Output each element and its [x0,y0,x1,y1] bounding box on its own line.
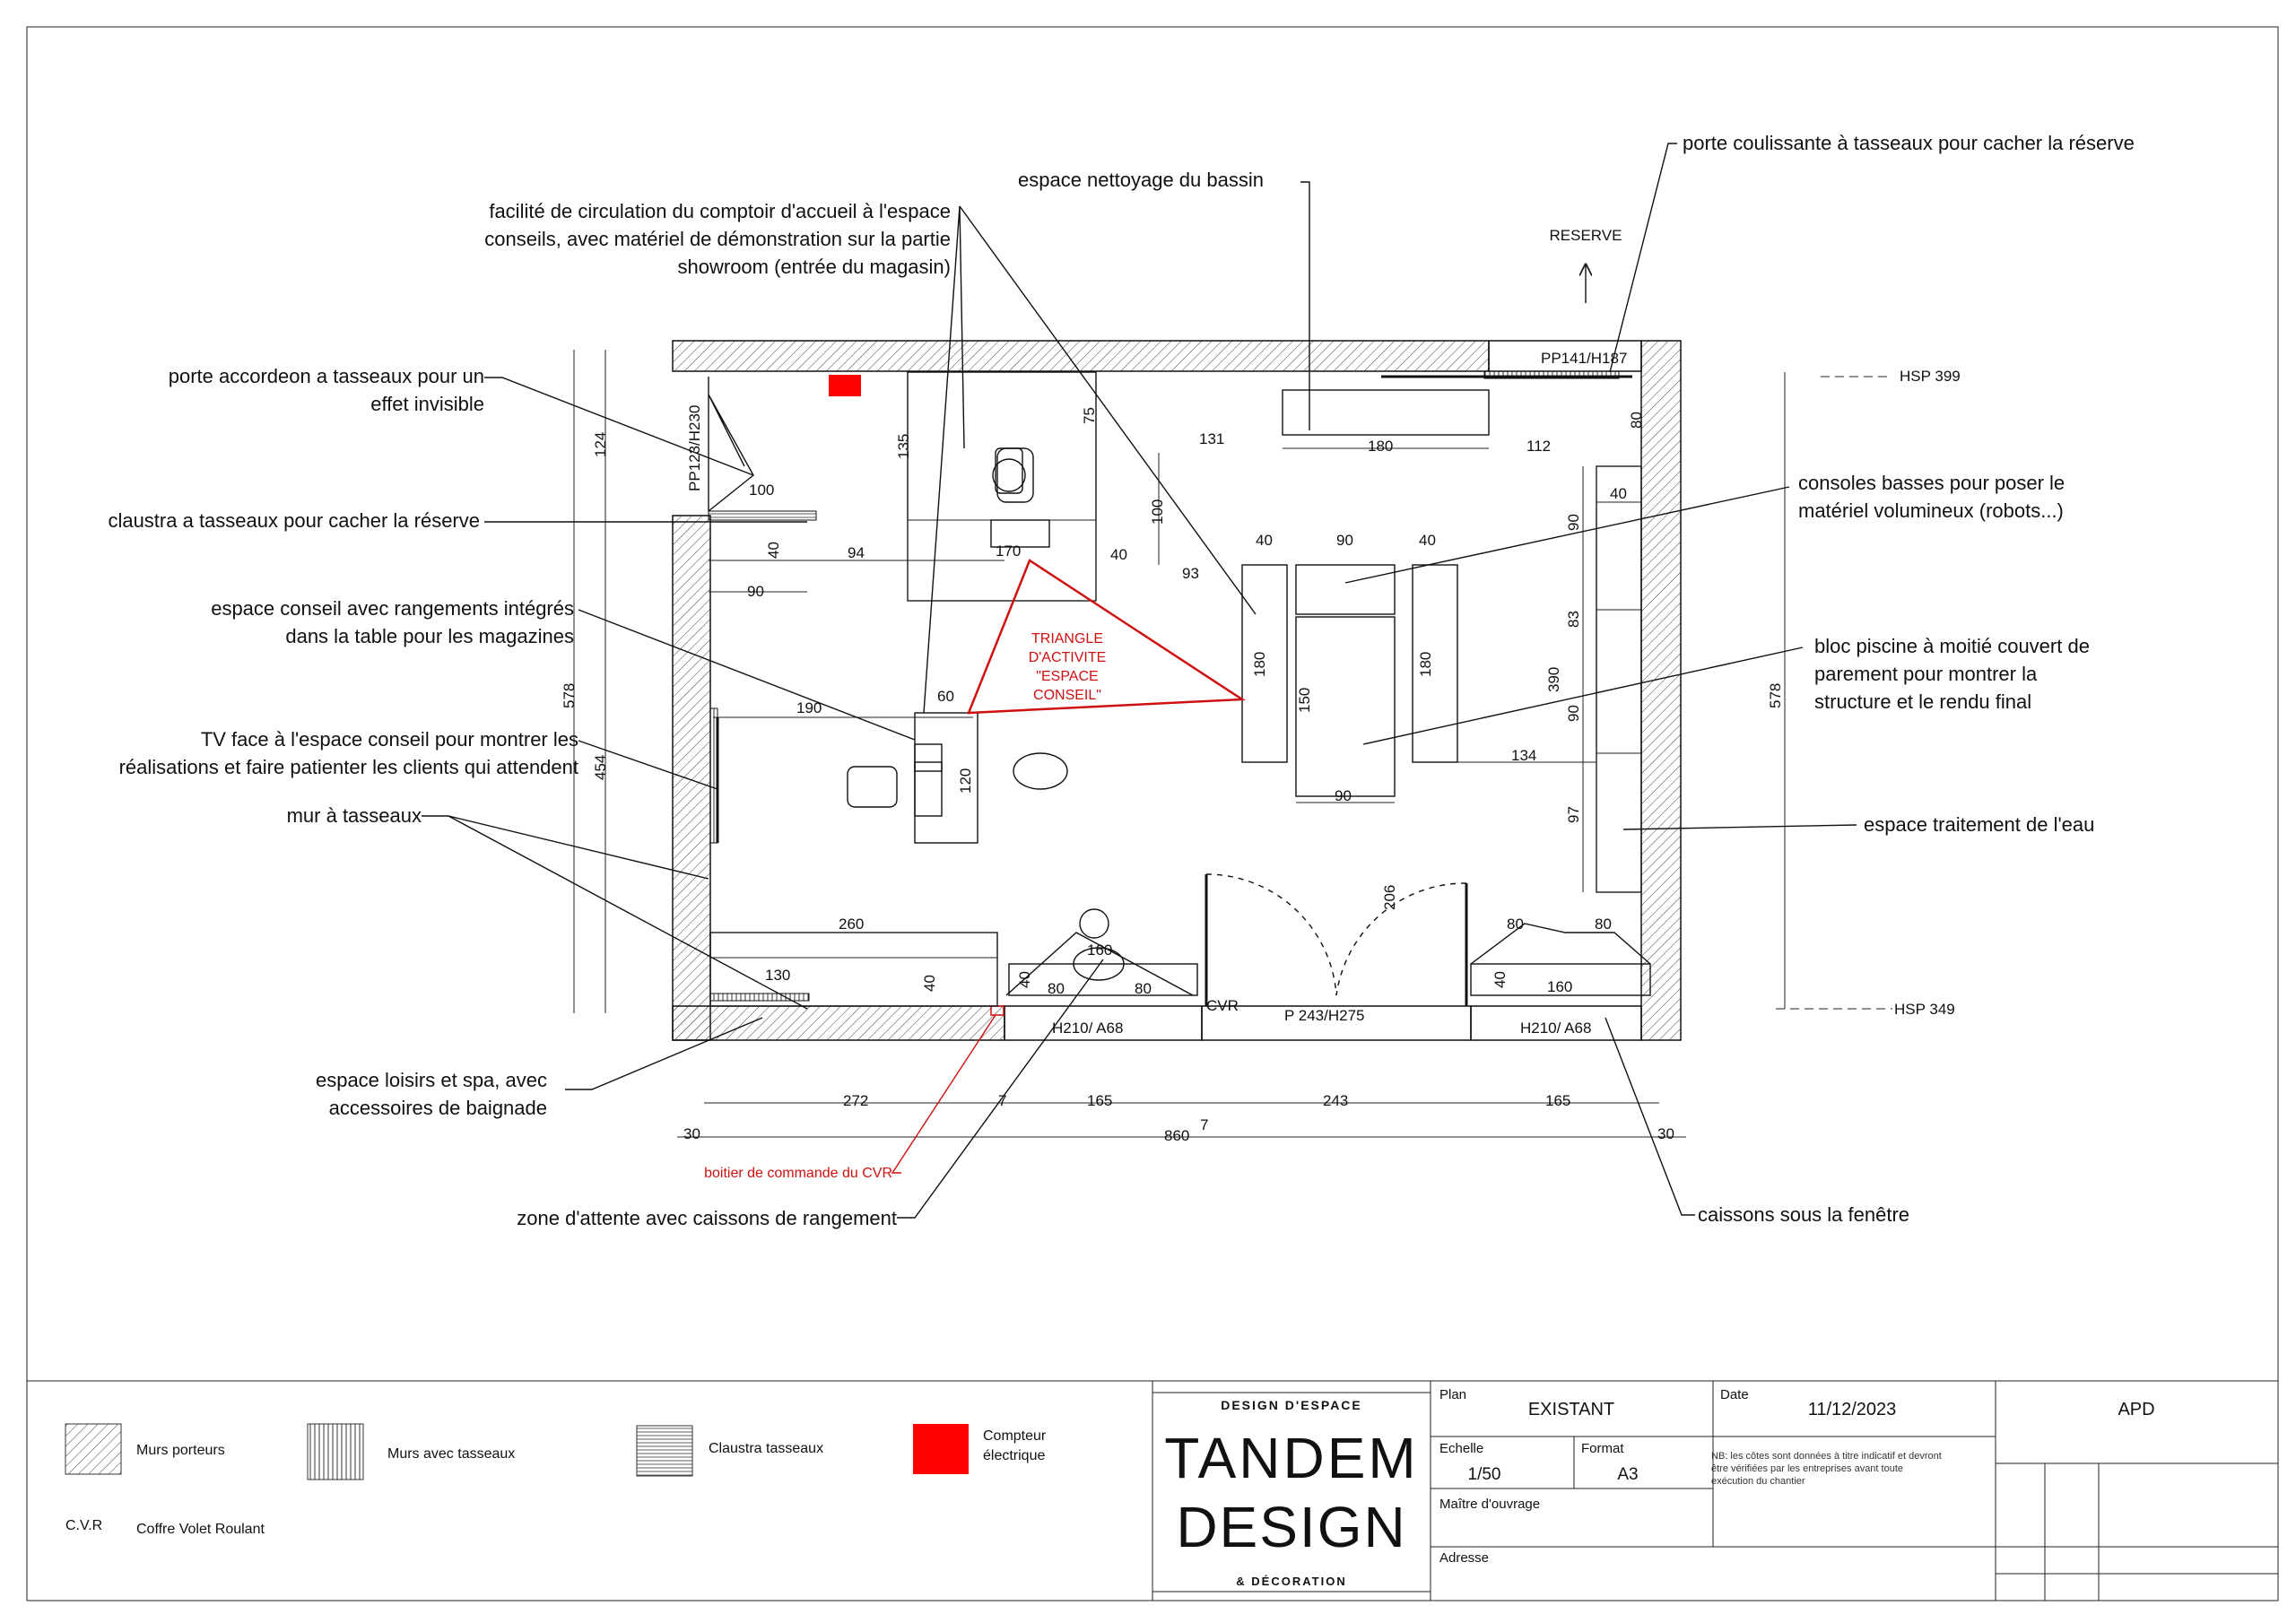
annotation-boitier-cvr: boitier de commande du CVR [704,1166,892,1181]
dim-80b: 80 [1048,980,1065,997]
dim-40g: 40 [1016,971,1033,988]
dim-75: 75 [1081,407,1098,424]
label-h210-right: H210/ A68 [1520,1020,1592,1037]
dim-60: 60 [937,688,954,705]
dim-80c: 80 [1135,980,1152,997]
furniture [709,372,1650,1006]
nb-line-3: exécution du chantier [1711,1476,1805,1487]
dim-40f: 40 [921,975,938,992]
echelle-label: Echelle [1439,1441,1484,1456]
dim-30b: 30 [1657,1125,1674,1142]
annotation-tv-2: réalisations et faire patienter les clients qui attendent [118,756,578,778]
dim-860: 860 [1164,1127,1190,1144]
legend-cvr-abbr: C.V.R [65,1518,103,1533]
legend-swatch-murs-porteurs [65,1424,121,1474]
triangle-label-4: CONSEIL" [1033,688,1101,703]
date-label: Date [1720,1387,1749,1402]
echelle-value: 1/50 [1467,1465,1501,1484]
dim-150: 150 [1296,687,1313,713]
annotation-facilite-3: showroom (entrée du magasin) [677,256,951,278]
compteur-electrique [829,375,861,396]
legend [65,1424,1047,1537]
dim-180a: 180 [1368,438,1394,455]
label-cvr: CVR [1206,997,1239,1014]
dim-165a: 165 [1087,1092,1113,1109]
nb-line-1: NB: les côtes sont données à titre indicatif et devront [1711,1451,1942,1462]
right-wall [1641,341,1681,1040]
dim-30a: 30 [683,1125,700,1142]
phase-value: APD [2118,1400,2155,1419]
annotation-bloc-2: parement pour montrer la [1814,663,2038,685]
annotation-porte-accordeon-1: porte accordeon a tasseaux pour un [168,365,484,387]
date-value: 11/12/2023 [1807,1400,1897,1419]
legend-compteur-1: Compteur [983,1428,1047,1444]
dim-94: 94 [848,544,865,561]
annotation-espace-conseil-1: espace conseil avec rangements intégrés [211,597,574,620]
legend-compteur-2: électrique [983,1448,1046,1463]
brand-bottom: & DÉCORATION [1236,1575,1347,1588]
annotation-espace-nettoyage: espace nettoyage du bassin [1018,169,1264,191]
label-pp141: PP141/H187 [1541,350,1628,367]
legend-cvr-full: Coffre Volet Roulant [136,1522,265,1537]
label-hsp399: HSP 399 [1900,368,1961,385]
dim-131: 131 [1199,430,1225,447]
annotation-caissons: caissons sous la fenêtre [1698,1203,1910,1226]
dim-160a: 160 [1087,942,1113,959]
annotation-facilite-1: facilité de circulation du comptoir d'accueil à l'espace [489,200,951,222]
annotation-zone-attente: zone d'attente avec caissons de rangement [517,1207,897,1229]
dim-272: 272 [843,1092,869,1109]
dim-90c: 90 [1335,787,1352,804]
legend-claustra: Claustra tasseaux [709,1441,824,1456]
dim-160b: 160 [1547,978,1573,995]
annotation-traitement: espace traitement de l'eau [1864,813,2095,836]
label-pp123: PP123/H230 [686,404,703,491]
dim-134: 134 [1511,747,1537,764]
dim-80a: 80 [1628,412,1645,429]
annotation-bloc-1: bloc piscine à moitié couvert de [1814,635,2090,657]
dim-83: 83 [1565,611,1582,628]
top-wall [673,341,1489,371]
dim-90e: 90 [1565,705,1582,722]
dim-40h: 40 [1492,971,1509,988]
label-p243: P 243/H275 [1284,1007,1365,1024]
dim-206: 206 [1381,884,1398,910]
dim-7a: 7 [998,1092,1007,1109]
brand-top: DESIGN D'ESPACE [1221,1398,1362,1412]
dim-40b: 40 [1610,485,1627,502]
dim-260: 260 [839,916,865,933]
triangle-label-2: D'ACTIVITE [1028,650,1107,665]
activity-triangle [969,560,1242,713]
label-reserve: RESERVE [1549,227,1622,244]
annotation-espace-conseil-2: dans la table pour les magazines [285,625,574,647]
maitre-label: Maître d'ouvrage [1439,1497,1541,1512]
dim-93: 93 [1182,565,1199,582]
dim-190: 190 [796,699,822,716]
dim-90d: 90 [1565,514,1582,531]
plan-label: Plan [1439,1387,1467,1402]
dim-7b: 7 [1200,1116,1209,1133]
annotation-porte-accordeon-2: effet invisible [370,393,484,415]
format-label: Format [1581,1441,1624,1456]
nb-line-2: être vérifiées par les entreprises avant toute [1711,1463,1904,1474]
legend-swatch-murs-tasseaux [308,1424,363,1480]
dim-243: 243 [1323,1092,1349,1109]
dim-40d: 40 [1256,532,1273,549]
dim-40e: 40 [1419,532,1436,549]
annotation-consoles-2: matériel volumineux (robots...) [1798,499,2064,522]
dim-130: 130 [765,967,791,984]
dim-170: 170 [996,542,1022,560]
annotation-tv-1: TV face à l'espace conseil pour montrer les [200,728,578,751]
dim-578a: 578 [561,682,578,708]
left-wall [673,516,710,1040]
title-block [1152,1381,2278,1601]
legend-swatch-compteur [913,1424,969,1474]
dim-124: 124 [592,431,609,457]
dim-100: 100 [749,482,775,499]
annotation-consoles-1: consoles basses pour poser le [1798,472,2066,494]
plan-value: EXISTANT [1527,1400,1615,1419]
dim-120: 120 [957,768,974,794]
dim-80d: 80 [1507,916,1524,933]
annotation-loisirs-2: accessoires de baignade [328,1097,547,1119]
dim-454: 454 [592,754,609,780]
dim-97: 97 [1565,806,1582,823]
dim-135: 135 [895,433,912,459]
triangle-label-3: "ESPACE [1036,669,1099,684]
dim-40c: 40 [1110,546,1127,563]
brand-design: DESIGN [1176,1495,1407,1559]
dim-90b: 90 [1336,532,1353,549]
dim-90a: 90 [747,583,764,600]
dim-578b: 578 [1767,682,1784,708]
legend-murs-porteurs: Murs porteurs [136,1443,225,1458]
annotations [108,132,2134,1229]
legend-murs-tasseaux: Murs avec tasseaux [387,1446,516,1462]
annotation-mur-tasseaux: mur à tasseaux [286,804,422,827]
dim-40a: 40 [765,542,782,559]
label-hsp349: HSP 349 [1894,1001,1955,1018]
annotation-facilite-2: conseils, avec matériel de démonstration sur la partie [484,228,951,250]
dim-390: 390 [1545,666,1562,692]
dim-180c: 180 [1417,651,1434,677]
format-value: A3 [1617,1465,1639,1484]
annotation-bloc-3: structure et le rendu final [1814,690,2032,713]
adresse-label: Adresse [1439,1550,1490,1566]
annotation-loisirs-1: espace loisirs et spa, avec [315,1069,547,1091]
dim-112: 112 [1526,438,1552,455]
dim-165b: 165 [1545,1092,1571,1109]
triangle-label-1: TRIANGLE [1031,631,1104,647]
annotation-claustra: claustra a tasseaux pour cacher la réserve [108,509,480,532]
dim-100b: 100 [1149,499,1166,525]
label-h210-left: H210/ A68 [1052,1020,1124,1037]
claustra-strip [709,511,816,520]
legend-swatch-claustra [637,1426,692,1476]
dim-180b: 180 [1251,651,1268,677]
brand-tandem: TANDEM [1164,1426,1419,1490]
annotation-porte-coulissante: porte coulissante à tasseaux pour cacher la réserve [1683,132,2135,154]
dim-80e: 80 [1595,916,1612,933]
